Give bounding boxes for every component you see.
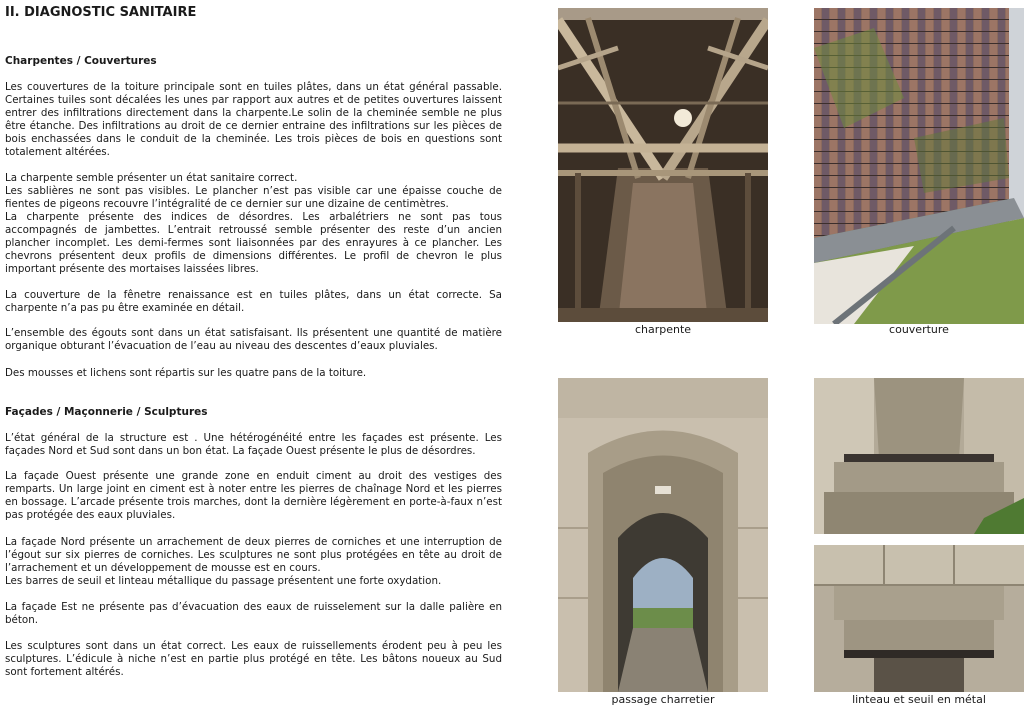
section-heading-facades: Façades / Maçonnerie / Sculptures — [5, 406, 208, 418]
section-heading-charpentes: Charpentes / Couvertures — [5, 55, 157, 67]
page-title: II. DIAGNOSTIC SANITAIRE — [5, 5, 197, 20]
paragraph-etat-general: L’état général de la structure est . Une hétérogénéité entre les façades est présente. Les façades Nord et Sud sont dans un bon état. La façade Ouest présente le plus de désordres. — [5, 432, 502, 457]
paragraph-desordres: La charpente présente des indices de désordres. Les arbalétriers ne sont pas tous accompagnés de jambettes. L’entrait retroussé semble présenter des reste d’un ancien plancher incomplet. Les demi-fermes sont liaisonnées par des enrayures à ce plancher. Les chevrons présentent deux profils de dimensions différentes. Le profil de chevron le plus important présente des mortaises laissées libres. — [5, 211, 502, 275]
passage-charretier-photo — [558, 378, 768, 692]
seuil-photo — [814, 378, 1024, 534]
paragraph-barres-seuil: Les barres de seuil et linteau métallique du passage présentent une forte oxydation. — [5, 575, 442, 587]
passage-charretier-caption: passage charretier — [611, 693, 715, 706]
charpente-photo — [558, 8, 768, 322]
paragraph-fenetre: La couverture de la fênetre renaissance est en tuiles plâtes, dans un état correcte. Sa charpente n’a pas pu être examinée en détail. — [5, 289, 502, 314]
paragraph-couvertures: Les couvertures de la toiture principale sont en tuiles plâtes, dans un état général passable. Certaines tuiles sont décalées les unes par rapport aux autres et de petites ouvertures laissent entrer des infiltrations directement dans la charpente.Le solin de la cheminée semble ne plus être étanche. Des infiltrations au droit de ce dernier entraine des infiltrations sur les pièces de bois enchassées dans le conduit de la cheminée. Les trois pièces de bois en questions sont totalement altérées. — [5, 81, 502, 158]
paragraph-charpente-group — [5, 172, 502, 276]
paragraph-sablieres: Les sablières ne sont pas visibles. Le plancher n’est pas visible car une épaisse couche de fientes de pigeons recouvre l’intégralité de ce dernier sur une dizaine de centimètres. — [5, 185, 502, 210]
paragraph-mousses: Des mousses et lichens sont répartis sur les quatre pans de la toiture. — [5, 367, 367, 379]
paragraph-facade-ouest: La façade Ouest présente une grande zone en enduit ciment au droit des vestiges des remparts. Un large joint en ciment est à noter entre les pierres de chaînage Nord et les pierres en bossage. L’arcade présente trois marches, dont la dernière légèrement en porte-à-faux n’est pas protégée des eaux pluviales. — [5, 470, 502, 521]
linteau-photo — [814, 545, 1024, 692]
linteau-caption: linteau et seuil en métal — [852, 693, 986, 706]
paragraph-egouts: L’ensemble des égouts sont dans un état satisfaisant. Ils présentent une quantité de matière organique obturant l’évacuation de l’eau au niveau des descentes d’eaux pluviales. — [5, 327, 502, 352]
paragraph-facade-nord: La façade Nord présente un arrachement de deux pierres de corniches et une interruption de l’égout sur six pierres de corniches. Les sculptures ne sont plus protégées en tête au droit de l’arrachement et un développement de mousse est en cours. — [5, 536, 502, 574]
couverture-photo — [814, 8, 1024, 324]
paragraph-charpente-etat: La charpente semble présenter un état sanitaire correct. — [5, 172, 298, 184]
paragraph-facade-est: La façade Est ne présente pas d’évacuation des eaux de ruisselement sur la dalle palière en béton. — [5, 601, 502, 626]
paragraph-facade-nord-group — [5, 536, 502, 588]
paragraph-sculptures: Les sculptures sont dans un état correct. Les eaux de ruissellements érodent peu à peu les sculptures. L’édicule à niche n’est en partie plus protégé en tête. Les bâtons noueux au Sud sont fortement altérés. — [5, 640, 502, 678]
charpente-caption: charpente — [634, 323, 692, 336]
couverture-caption: couverture — [889, 323, 949, 336]
